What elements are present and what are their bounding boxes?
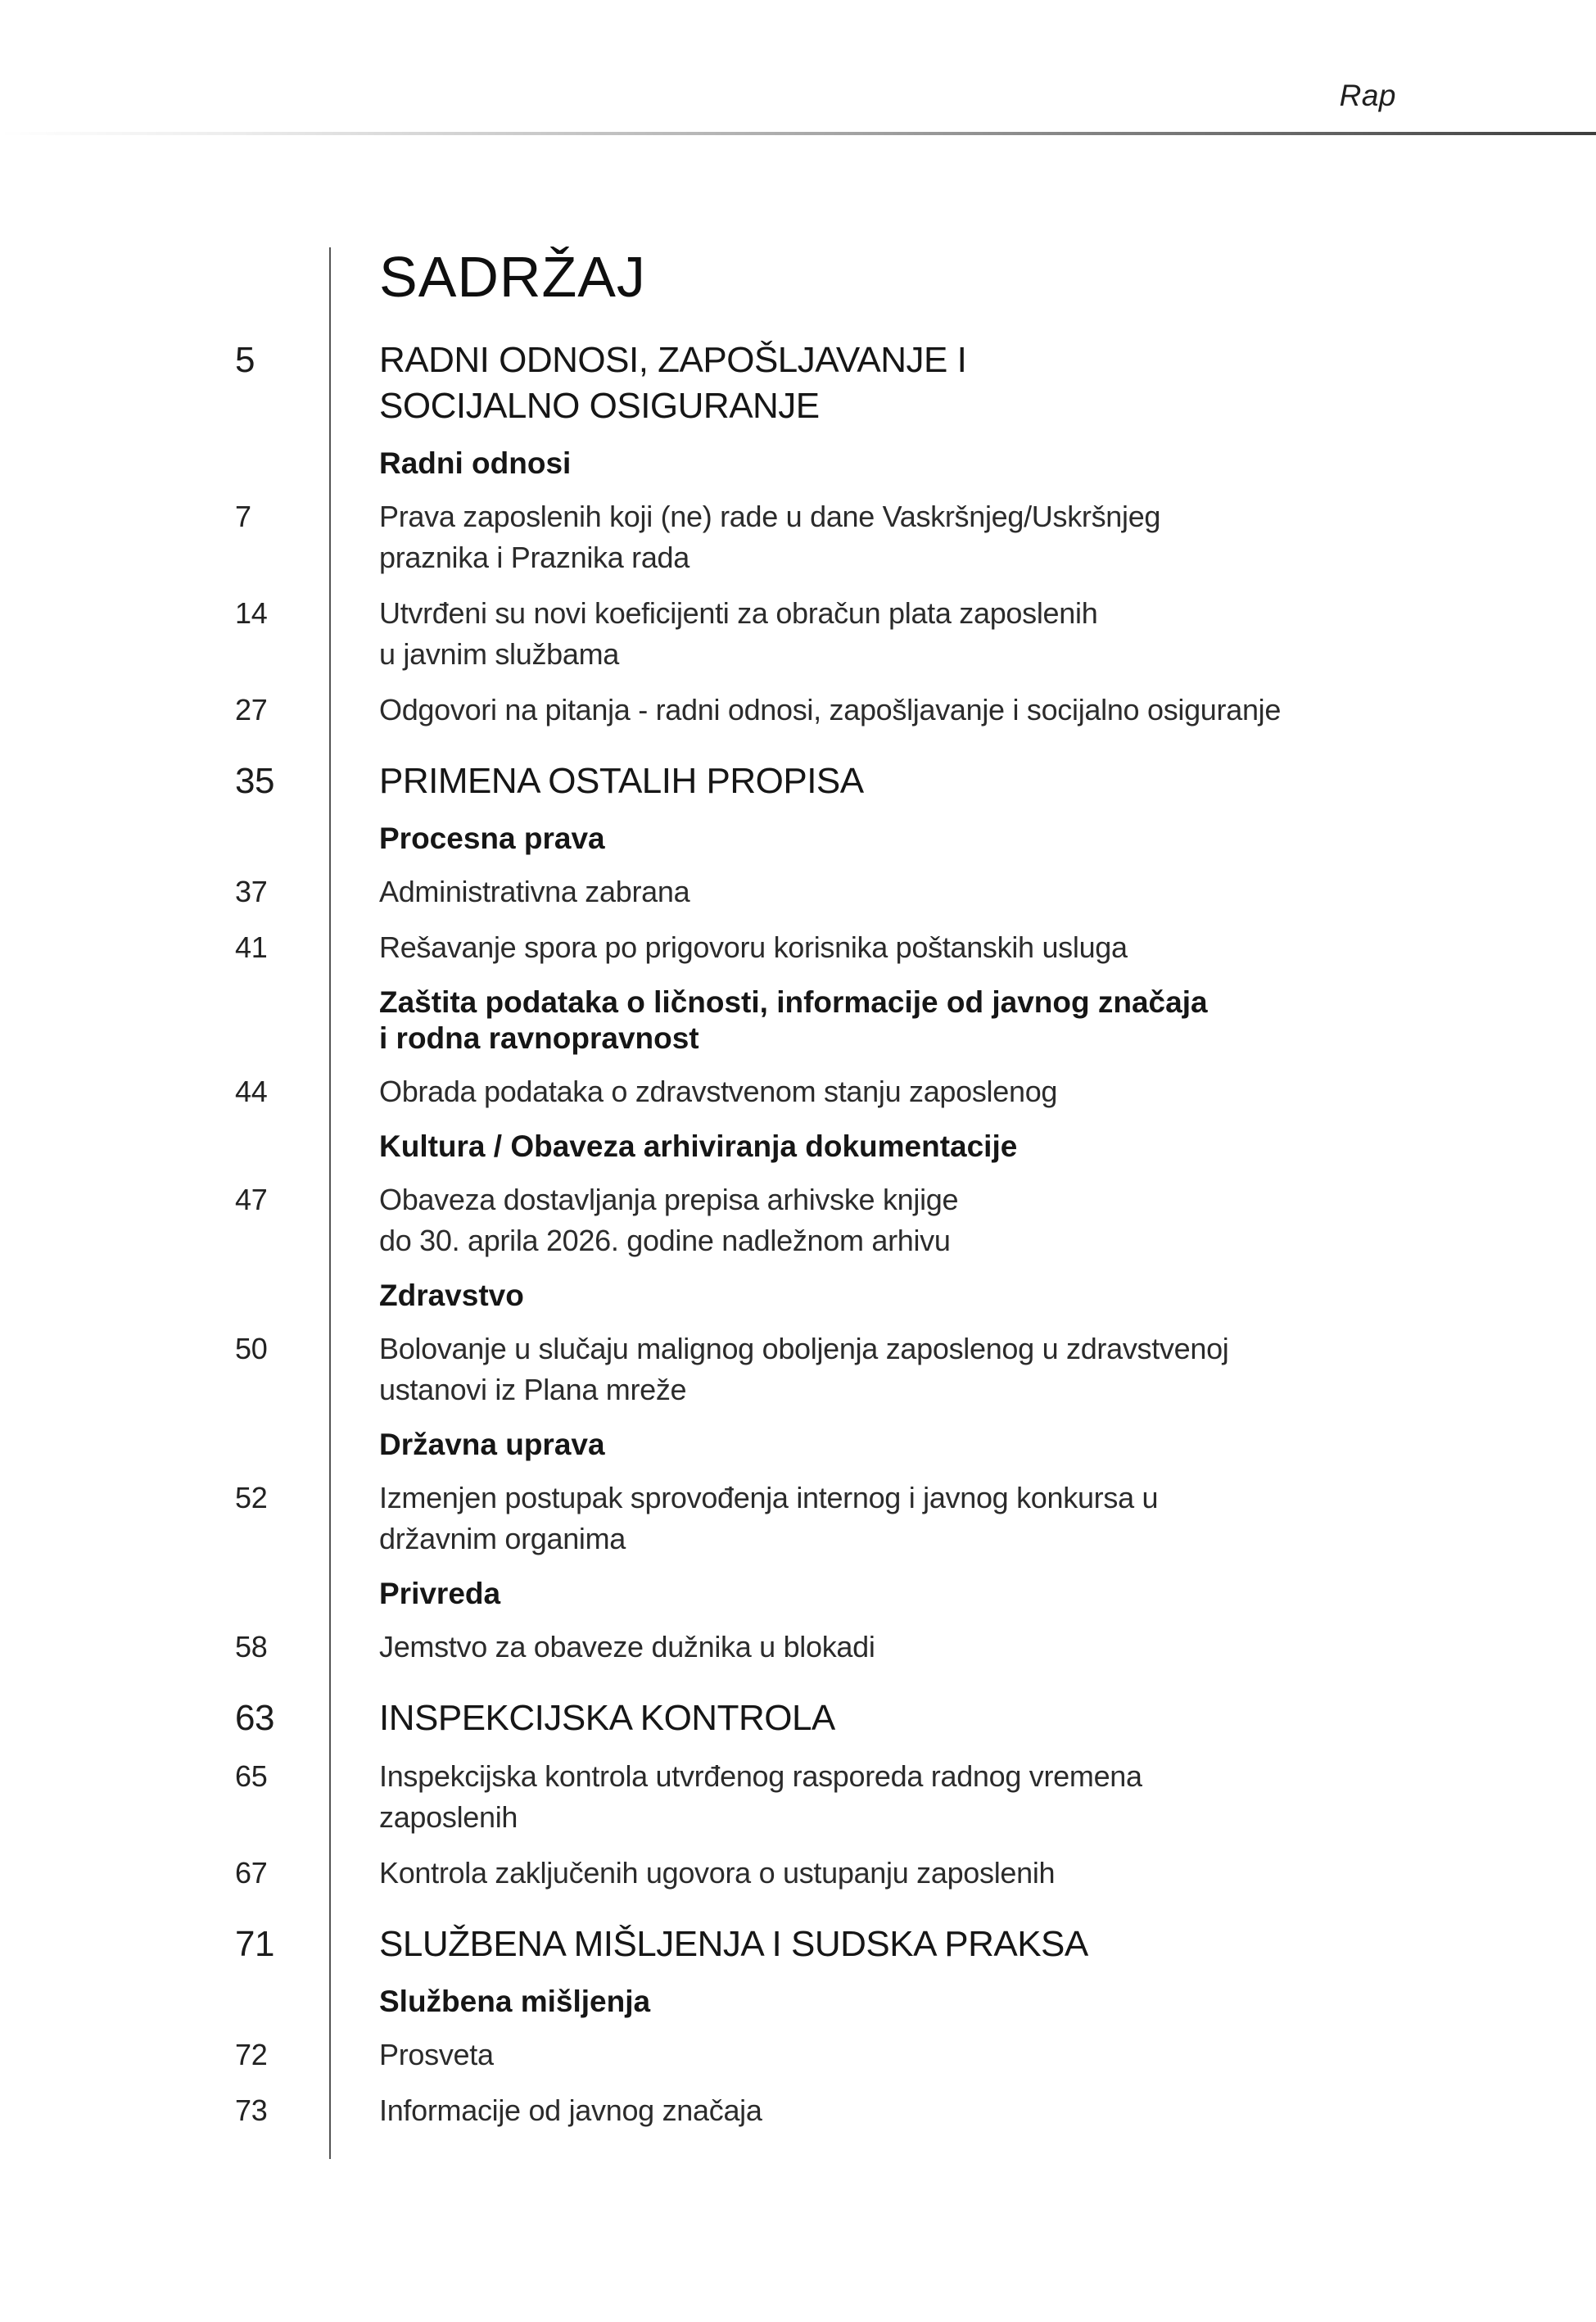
toc-entry-title	[379, 337, 1473, 429]
toc-entry-title	[379, 1756, 1473, 1838]
toc-row-article[interactable]	[0, 1627, 1596, 1668]
toc-entry-line: Administrativna zabrana	[379, 875, 690, 908]
toc-entry-title	[379, 1627, 1473, 1668]
toc-page-number: 41	[235, 930, 268, 964]
toc-entry-title	[379, 1129, 1473, 1165]
toc-entry-line: Kontrola zaključenih ugovora o ustupanju zaposlenih	[379, 1856, 1056, 1890]
toc-row-subheading	[0, 446, 1596, 482]
toc-entry-title	[379, 1427, 1473, 1463]
toc-entry-line: ustanovi iz Plana mreže	[379, 1373, 687, 1406]
toc-entry-title	[379, 821, 1473, 857]
toc-page-number: 47	[235, 1183, 268, 1216]
toc-entry-title	[379, 593, 1473, 675]
toc-row-section[interactable]	[0, 337, 1596, 429]
toc-entry-line: praznika i Praznika rada	[379, 541, 689, 574]
toc-entry-line: zaposlenih	[379, 1800, 518, 1834]
toc-list	[0, 337, 1596, 2131]
toc-page-number: 14	[235, 596, 268, 630]
toc-entry-title	[379, 871, 1473, 912]
toc-entry-line: Odgovori na pitanja - radni odnosi, zapošljavanje i socijalno osiguranje	[379, 693, 1282, 726]
toc-entry-title	[379, 1984, 1473, 2020]
toc-entry-title	[379, 1328, 1473, 1410]
toc-page-number: 35	[235, 761, 274, 801]
toc-entry-line: Procesna prava	[379, 822, 605, 855]
toc-entry-line: Inspekcijska kontrola utvrđenog rasporeda radnog vremena	[379, 1759, 1142, 1793]
toc-entry-title	[379, 496, 1473, 578]
toc-row-article[interactable]	[0, 1179, 1596, 1261]
toc-entry-title	[379, 1278, 1473, 1314]
toc-entry-line: Utvrđeni su novi koeficijenti za obračun plata zaposlenih	[379, 596, 1098, 630]
toc-entry-line: Zaštita podataka o ličnosti, informacije od javnog značaja	[379, 985, 1208, 1019]
toc-page-number: 71	[235, 1924, 274, 1964]
toc-entry-line: državnim organima	[379, 1522, 626, 1555]
toc-row-section[interactable]	[0, 758, 1596, 804]
toc-entry-line: PRIMENA OSTALIH PROPISA	[379, 761, 864, 801]
toc-entry-line: Službena mišljenja	[379, 1985, 651, 2018]
toc-page-number: 58	[235, 1630, 268, 1663]
toc-entry-line: Kultura / Obaveza arhiviranja dokumentacije	[379, 1129, 1018, 1163]
toc-entry-line: Rešavanje spora po prigovoru korisnika poštanskih usluga	[379, 930, 1128, 964]
toc-row-subheading	[0, 1576, 1596, 1612]
toc-page-number: 44	[235, 1075, 268, 1108]
toc-entry-line: do 30. aprila 2026. godine nadležnom arhivu	[379, 1224, 951, 1257]
toc-row-subheading	[0, 1427, 1596, 1463]
toc-entry-line: Bolovanje u slučaju malignog oboljenja zaposlenog u zdravstvenoj	[379, 1332, 1229, 1365]
toc-entry-title	[379, 1071, 1473, 1112]
toc-row-article[interactable]	[0, 1853, 1596, 1894]
toc-row-section[interactable]	[0, 1695, 1596, 1741]
toc-page-number: 27	[235, 693, 268, 726]
toc-entry-title	[379, 2090, 1473, 2131]
toc-entry-title	[379, 1853, 1473, 1894]
toc-row-article[interactable]	[0, 1756, 1596, 1838]
toc-page-number: 67	[235, 1856, 268, 1890]
toc-row-article[interactable]	[0, 496, 1596, 578]
toc-row-subheading	[0, 984, 1596, 1057]
toc-row-article[interactable]	[0, 1478, 1596, 1559]
toc-entry-line: Prosveta	[379, 2038, 494, 2071]
toc-entry-line: Državna uprava	[379, 1428, 605, 1461]
toc-entry-title	[379, 758, 1473, 804]
page-title: SADRŽAJ	[379, 245, 646, 309]
header-rule	[0, 132, 1596, 135]
toc-row-article[interactable]	[0, 690, 1596, 731]
toc-entry-title	[379, 1179, 1473, 1261]
toc-row-article[interactable]	[0, 1071, 1596, 1112]
toc-entry-title	[379, 690, 1473, 731]
toc-entry-line: Privreda	[379, 1577, 501, 1610]
toc-entry-line: Obrada podataka o zdravstvenom stanju zaposlenog	[379, 1075, 1058, 1108]
toc-entry-line: Radni odnosi	[379, 446, 572, 480]
toc-page-number: 5	[235, 340, 255, 380]
toc-row-article[interactable]	[0, 2090, 1596, 2131]
toc-row-subheading	[0, 1984, 1596, 2020]
toc-entry-title	[379, 927, 1473, 968]
toc-entry-title	[379, 984, 1473, 1057]
toc-entry-title	[379, 1695, 1473, 1741]
toc-page-number: 7	[235, 500, 251, 533]
toc-row-subheading	[0, 1129, 1596, 1165]
toc-entry-line: SLUŽBENA MIŠLJENJA I SUDSKA PRAKSA	[379, 1924, 1088, 1964]
toc-entry-line: u javnim službama	[379, 637, 620, 671]
publication-name: Rap	[1339, 79, 1396, 112]
toc-page-number: 52	[235, 1481, 268, 1514]
toc-entry-line: Jemstvo za obaveze dužnika u blokadi	[379, 1630, 875, 1663]
toc-page-number: 37	[235, 875, 268, 908]
toc-page-number: 73	[235, 2093, 268, 2127]
toc-entry-title	[379, 1478, 1473, 1559]
toc-entry-line: Informacije od javnog značaja	[379, 2093, 762, 2127]
toc-entry-line: RADNI ODNOSI, ZAPOŠLJAVANJE I	[379, 340, 967, 380]
toc-entry-line: Izmenjen postupak sprovođenja internog i javnog konkursa u	[379, 1481, 1159, 1514]
toc-row-article[interactable]	[0, 871, 1596, 912]
toc-entry-line: Zdravstvo	[379, 1279, 524, 1312]
toc-entry-title	[379, 1921, 1473, 1967]
toc-page-number: 65	[235, 1759, 268, 1793]
toc-page-number: 50	[235, 1332, 268, 1365]
toc-entry-line: SOCIJALNO OSIGURANJE	[379, 386, 820, 426]
toc-row-article[interactable]	[0, 2035, 1596, 2075]
toc-entry-line: i rodna ravnopravnost	[379, 1021, 699, 1055]
toc-entry-title	[379, 1576, 1473, 1612]
toc-entry-title	[379, 446, 1473, 482]
toc-row-article[interactable]	[0, 1328, 1596, 1410]
toc-row-article[interactable]	[0, 927, 1596, 968]
table-of-contents	[0, 246, 1596, 2131]
toc-row-section[interactable]	[0, 1921, 1596, 1967]
toc-row-subheading	[0, 1278, 1596, 1314]
toc-entry-line: Prava zaposlenih koji (ne) rade u dane Vaskršnjeg/Uskršnjeg	[379, 500, 1161, 533]
toc-entry-line: Obaveza dostavljanja prepisa arhivske knjige	[379, 1183, 959, 1216]
toc-row-article[interactable]	[0, 593, 1596, 675]
toc-page-number: 72	[235, 2038, 268, 2071]
toc-entry-line: INSPEKCIJSKA KONTROLA	[379, 1698, 835, 1738]
toc-page-number: 63	[235, 1698, 274, 1738]
toc-row-subheading	[0, 821, 1596, 857]
toc-entry-title	[379, 2035, 1473, 2075]
